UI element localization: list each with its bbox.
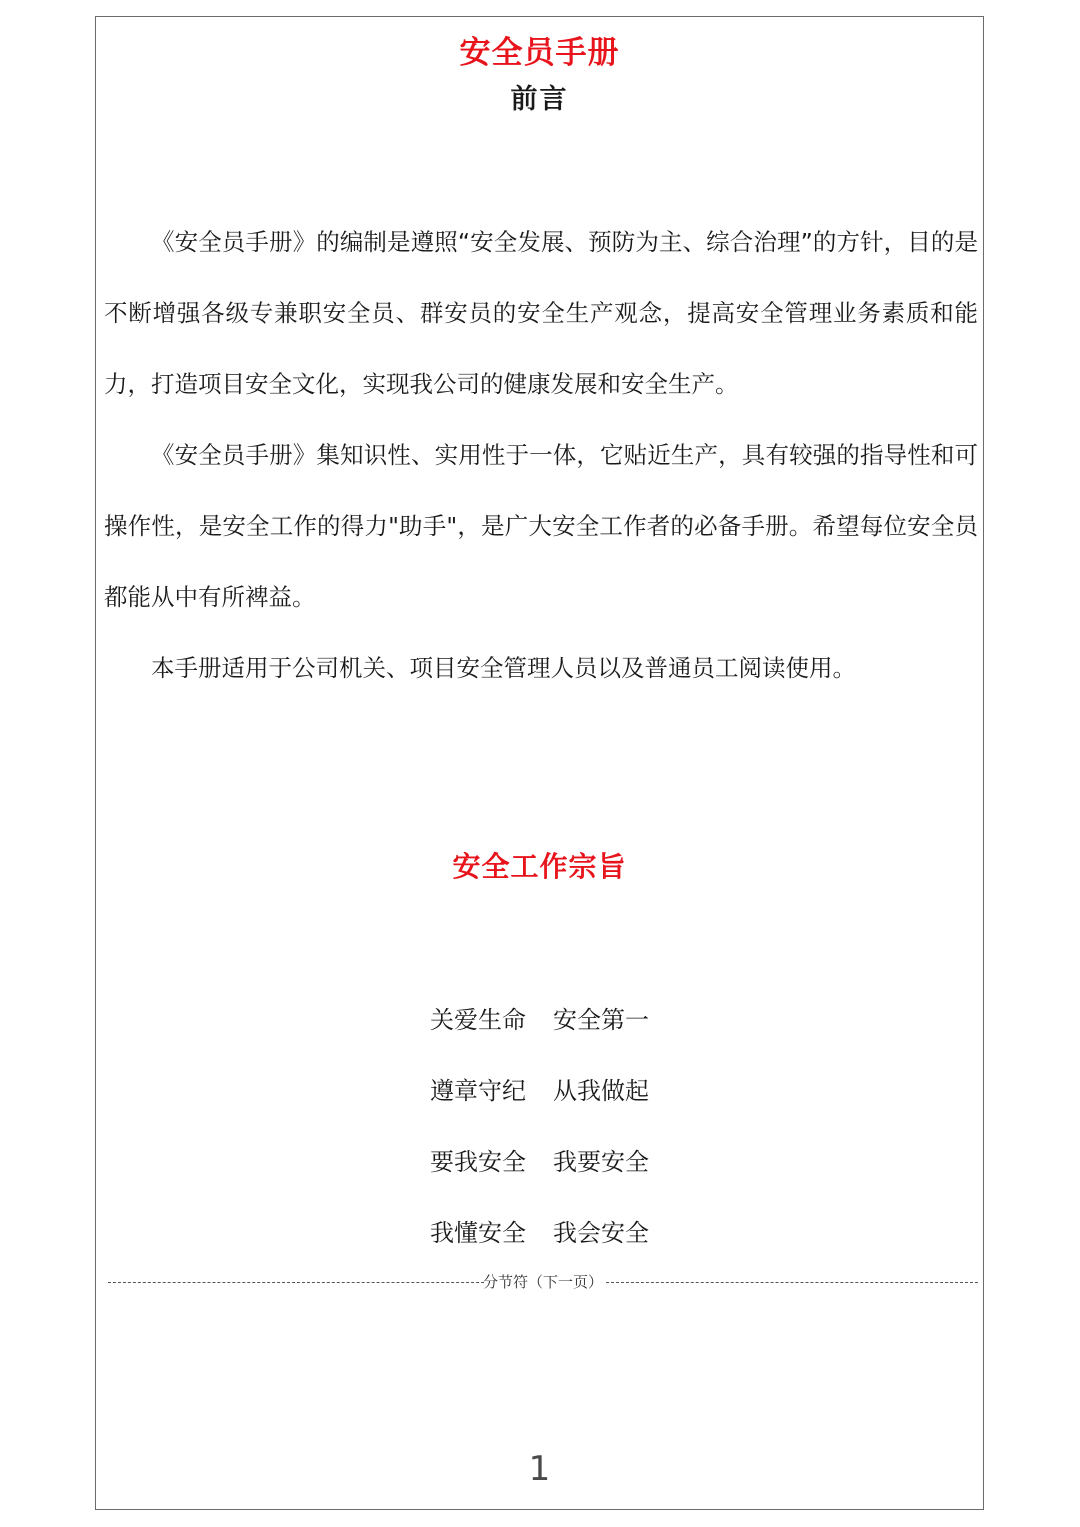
document-title: 安全员手册 (459, 35, 620, 71)
slogan-phrase: 关爱生命 (430, 1006, 526, 1034)
section-break-label: 分节符（下一页） (482, 1273, 603, 1291)
slogan-row (96, 1198, 983, 1269)
page-number: 1 (528, 1449, 551, 1489)
slogan-phrase: 从我做起 (553, 1077, 649, 1105)
slogan-row (96, 985, 983, 1056)
slogan-phrase: 我懂安全 (430, 1219, 526, 1247)
slogan-phrase: 我会安全 (553, 1219, 649, 1247)
slogan-list (96, 985, 983, 1269)
slogan-phrase: 遵章守纪 (430, 1077, 526, 1105)
tenet-heading: 安全工作宗旨 (452, 850, 627, 883)
preface-heading: 前言 (510, 84, 569, 115)
document-page (95, 16, 984, 1510)
preface-paragraph: 《安全员手册》集知识性、实用性于一体，它贴近生产，具有较强的指导性和可操作性，是安全工作的得力"助手"，是广大安全工作者的必备手册。希望每位安全员都能从中有所裨益。 (104, 441, 978, 611)
slogan-row (96, 1056, 983, 1127)
preface-paragraph: 本手册适用于公司机关、项目安全管理人员以及普通员工阅读使用。 (151, 654, 856, 682)
slogan-row (96, 1127, 983, 1198)
preface-body (104, 207, 978, 704)
section-break (108, 1275, 978, 1301)
slogan-phrase: 安全第一 (553, 1006, 649, 1034)
slogan-phrase: 我要安全 (553, 1148, 649, 1176)
slogan-phrase: 要我安全 (430, 1148, 526, 1176)
preface-paragraph: 《安全员手册》的编制是遵照“安全发展、预防为主、综合治理”的方针，目的是不断增强各级专兼职安全员、群安员的安全生产观念，提高安全管理业务素质和能力，打造项目安全文化，实现我公司的健康发展和安全生产。 (104, 228, 978, 398)
section-break-dashed-line (606, 1282, 978, 1283)
